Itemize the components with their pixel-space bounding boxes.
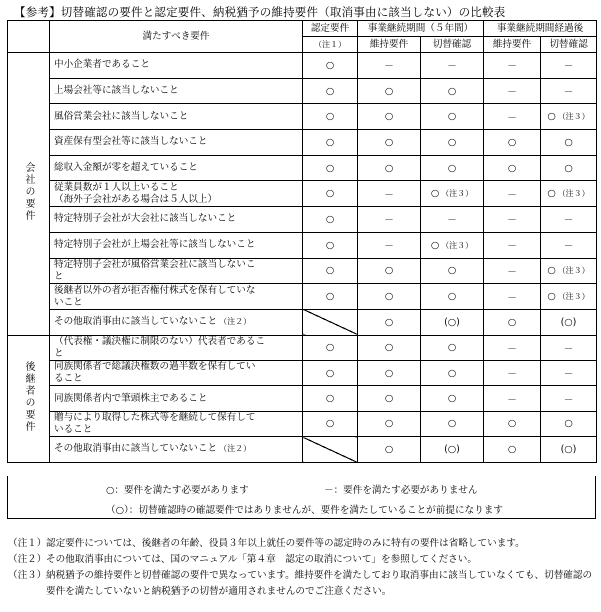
cell-p5-maintenance: ○ — [358, 155, 421, 181]
cell-p5-maintenance: ○ — [358, 284, 421, 310]
cell-p5-switch: ○ — [421, 104, 484, 130]
legend-dash: －：要件を満たす必要がありません — [324, 485, 478, 496]
cell-after-maintenance: － — [484, 78, 541, 104]
cell-after-switch: ○ （注３） — [541, 181, 597, 207]
table-row — [8, 386, 597, 411]
cell-p5-maintenance: ○ — [358, 78, 421, 104]
header-certification: 認定要件 — [303, 21, 358, 37]
requirement-label: 後継者以外の者が拒否権付株式を保有していな いこと — [50, 284, 303, 310]
requirement-label: 風俗営業会社に該当しないこと — [50, 104, 303, 130]
cell-p5-switch: － — [421, 207, 484, 233]
cell-p5-maintenance: ○ — [358, 386, 421, 411]
cell-p5-maintenance: ○ — [358, 104, 421, 130]
cell-after-maintenance: ○ — [484, 437, 541, 462]
table-row — [8, 232, 597, 258]
table-row — [8, 437, 597, 462]
cell-p5-switch: ○ — [421, 411, 484, 436]
cell-p5-switch: － — [421, 53, 484, 79]
legend — [7, 476, 596, 519]
cell-after-maintenance: － — [484, 335, 541, 360]
cell-after-switch: － — [541, 335, 597, 360]
header-requirement: 満たすべき要件 — [50, 21, 303, 53]
section-label: 会社の要件 — [8, 53, 50, 336]
legend-circle: ○：要件を満たす必要があります — [106, 485, 249, 496]
cell-cert: ○ — [303, 104, 358, 130]
cell-after-maintenance: － — [484, 258, 541, 284]
table-row — [8, 104, 597, 130]
cell-cert: ○ — [303, 53, 358, 79]
header-after-maintenance: 維持要件 — [484, 37, 541, 53]
cell-after-maintenance: － — [484, 284, 541, 310]
requirement-label: 同族関係者で総議決権数の過半数を保有してい ること — [50, 360, 303, 385]
page-title: 【参考】切替確認の要件と認定要件、納税猶予の維持要件（取消事由に該当しない）の比較表 — [14, 5, 506, 19]
table-row — [8, 258, 597, 284]
table-row — [8, 53, 597, 79]
requirement-label: 特定特別子会社が大会社に該当しないこと — [50, 207, 303, 233]
table-row — [8, 309, 597, 335]
requirement-label: 贈与により取得した株式等を継続して保有して いること — [50, 411, 303, 436]
header-period5: 事業継続期間（５年間） — [358, 21, 484, 37]
cell-cert: ○ — [303, 207, 358, 233]
table-row — [8, 335, 597, 360]
cell-after-switch: － — [541, 78, 597, 104]
table-row — [8, 411, 597, 436]
cell-p5-switch: ○ — [421, 284, 484, 310]
requirement-label: 総収入金額が零を超えていること — [50, 155, 303, 181]
cell-after-maintenance: － — [484, 386, 541, 411]
footnote: （注２） その他取消事由については、国のマニュアル「第４章 認定の取消について」を参照してください。 — [8, 554, 477, 565]
cell-cert: ○ — [303, 232, 358, 258]
corner-cell — [8, 21, 50, 53]
cell-p5-maintenance: ○ — [358, 258, 421, 284]
cell-after-maintenance: ○ — [484, 309, 541, 335]
cell-cert: ○ — [303, 386, 358, 411]
cell-cert: ○ — [303, 360, 358, 385]
cell-after-switch: ○ （注３） — [541, 104, 597, 130]
cell-p5-switch: ○ — [421, 155, 484, 181]
cell-after-maintenance: － — [484, 104, 541, 130]
cell-p5-switch: ○ — [421, 335, 484, 360]
cell-after-maintenance: ○ — [484, 411, 541, 436]
requirement-label: 資産保有型会社等に該当しないこと — [50, 130, 303, 156]
cell-cert: ○ — [303, 258, 358, 284]
cell-p5-switch: ○ — [421, 360, 484, 385]
cell-cert: ○ — [303, 284, 358, 310]
requirement-label: 特定特別子会社が風俗営業会社に該当しないこ と — [50, 258, 303, 284]
cell-cert: ○ — [303, 130, 358, 156]
cell-after-switch: ○ （注３） — [541, 284, 597, 310]
cell-after-switch: － — [541, 207, 597, 233]
table-row — [8, 360, 597, 385]
cell-p5-maintenance: ○ — [358, 130, 421, 156]
cell-after-switch: － — [541, 360, 597, 385]
cell-p5-maintenance: ○ — [358, 335, 421, 360]
header-after-period: 事業継続期間経過後 — [484, 21, 597, 37]
footnotes — [8, 536, 596, 600]
cell-after-switch: ○ — [541, 411, 597, 436]
cell-cert: ○ — [303, 181, 358, 207]
cell-p5-switch: ○ — [421, 258, 484, 284]
cell-after-maintenance: － — [484, 53, 541, 79]
cell-after-switch: ○ — [541, 155, 597, 181]
cell-p5-switch: ○ — [421, 386, 484, 411]
cell-after-switch: (○) — [541, 309, 597, 335]
table-row — [8, 284, 597, 310]
cell-after-switch: － — [541, 386, 597, 411]
header-after-switch: 切替確認 — [541, 37, 597, 53]
footnote: （注１） 認定要件については、後継者の年齢、役員３年以上就任の要件等の認定時のみに特有の要件は省略しています。 — [8, 538, 525, 549]
cell-p5-switch: ○ （注３） — [421, 232, 484, 258]
requirement-label: その他取消事由に該当していないこと （注２） — [50, 437, 303, 462]
legend-paren: （○）：切替確認時の確認要件ではありませんが、要件を満たしていることが前提になります — [106, 505, 503, 516]
company-rows — [8, 53, 597, 336]
cell-after-maintenance: ○ — [484, 130, 541, 156]
cell-cert — [303, 437, 358, 462]
requirement-label: 同族関係者内で筆頭株主であること — [50, 386, 303, 411]
table-row — [8, 181, 597, 207]
header-p5-maintenance: 維持要件 — [358, 37, 421, 53]
header-certification-note: （注１） — [303, 37, 358, 53]
table-row — [8, 155, 597, 181]
header-p5-switch: 切替確認 — [421, 37, 484, 53]
section-label: 後継者の要件 — [8, 335, 50, 462]
table-row — [8, 207, 597, 233]
cell-p5-switch: (○) — [421, 437, 484, 462]
cell-after-maintenance: － — [484, 232, 541, 258]
cell-p5-switch: ○ — [421, 78, 484, 104]
cell-p5-maintenance: － — [358, 232, 421, 258]
cell-cert: ○ — [303, 335, 358, 360]
cell-p5-maintenance: ○ — [358, 360, 421, 385]
cell-after-maintenance: － — [484, 360, 541, 385]
cell-cert — [303, 309, 358, 335]
cell-cert: ○ — [303, 411, 358, 436]
cell-after-maintenance: － — [484, 181, 541, 207]
table-row — [8, 78, 597, 104]
cell-after-switch: ○ — [541, 130, 597, 156]
cell-p5-maintenance: ○ — [358, 437, 421, 462]
cell-after-maintenance: ○ — [484, 155, 541, 181]
table-row — [8, 130, 597, 156]
cell-p5-maintenance: － — [358, 207, 421, 233]
cell-after-maintenance: － — [484, 207, 541, 233]
comparison-table — [7, 20, 597, 463]
successor-rows — [8, 335, 597, 462]
requirement-label: その他取消事由に該当していないこと （注２） — [50, 309, 303, 335]
cell-after-switch: － — [541, 53, 597, 79]
footnote: （注３） 納税猶予の維持要件と切替確認の要件で異なっています。維持要件を満たしており取消事由に該当していなくても、切替確認の要件を満たしていないと納税猶予の切替が適用されませんのでご注意ください。 — [8, 570, 593, 597]
requirement-label: 特定特別子会社が上場会社等に該当しないこと — [50, 232, 303, 258]
cell-p5-switch: (○) — [421, 309, 484, 335]
cell-after-switch: (○) — [541, 437, 597, 462]
requirement-label: （代表権・議決権に制限のない）代表者であるこ と — [50, 335, 303, 360]
cell-p5-switch: ○ （注３） — [421, 181, 484, 207]
cell-p5-maintenance: － — [358, 53, 421, 79]
cell-cert: ○ — [303, 155, 358, 181]
cell-p5-maintenance: － — [358, 181, 421, 207]
cell-p5-switch: ○ — [421, 130, 484, 156]
cell-p5-maintenance: ○ — [358, 309, 421, 335]
cell-after-switch: ○ （注３） — [541, 258, 597, 284]
requirement-label: 上場会社等に該当しないこと — [50, 78, 303, 104]
requirement-label: 中小企業者であること — [50, 53, 303, 79]
cell-cert: ○ — [303, 78, 358, 104]
cell-after-switch: － — [541, 232, 597, 258]
cell-p5-maintenance: ○ — [358, 411, 421, 436]
requirement-label: 従業員数が１人以上いること （海外子会社がある場合は５人以上） — [50, 181, 303, 207]
